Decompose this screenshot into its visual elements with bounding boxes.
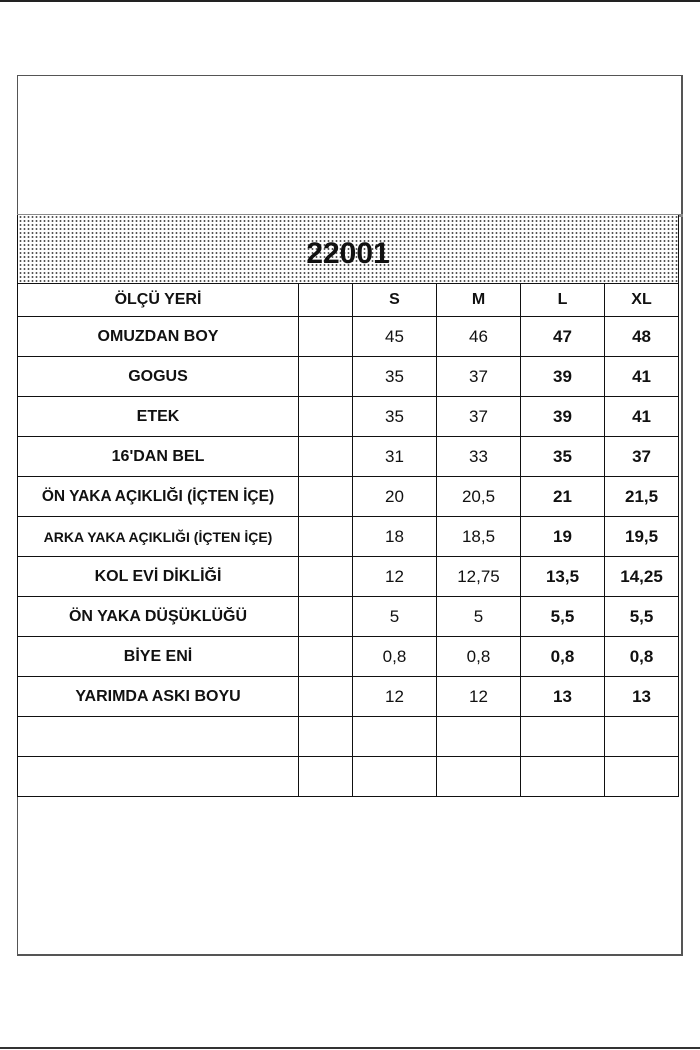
blank-cell — [299, 397, 353, 437]
header-row — [18, 284, 679, 317]
value-s: 20 — [353, 477, 437, 517]
value-s: 0,8 — [353, 637, 437, 677]
blank-cell — [299, 317, 353, 357]
size-chart-table — [17, 215, 679, 797]
table-row — [18, 637, 679, 677]
value-m: 33 — [437, 437, 521, 477]
value-m: 12,75 — [437, 557, 521, 597]
value-xl: 37 — [605, 437, 679, 477]
table-row — [18, 477, 679, 517]
value-m: 46 — [437, 317, 521, 357]
value-s: 35 — [353, 357, 437, 397]
empty-cell — [18, 757, 299, 797]
value-xl: 41 — [605, 357, 679, 397]
value-m: 0,8 — [437, 637, 521, 677]
header-blank — [299, 284, 353, 317]
value-l: 39 — [521, 357, 605, 397]
row-label: ARKA YAKA AÇIKLIĞI (İÇTEN İÇE) — [18, 517, 299, 557]
empty-cell — [353, 757, 437, 797]
empty-cell — [437, 717, 521, 757]
table-row — [18, 357, 679, 397]
value-l: 5,5 — [521, 597, 605, 637]
empty-row — [18, 717, 679, 757]
model-code: 22001 — [306, 237, 390, 270]
row-label: OMUZDAN BOY — [18, 317, 299, 357]
row-label: BİYE ENİ — [18, 637, 299, 677]
value-l: 39 — [521, 397, 605, 437]
value-l: 47 — [521, 317, 605, 357]
value-s: 45 — [353, 317, 437, 357]
value-l: 13 — [521, 677, 605, 717]
value-s: 12 — [353, 557, 437, 597]
header-size-l: L — [521, 284, 605, 317]
empty-row — [18, 757, 679, 797]
empty-cell — [299, 757, 353, 797]
table-row — [18, 317, 679, 357]
empty-cell — [521, 717, 605, 757]
empty-cell — [605, 717, 679, 757]
value-xl: 19,5 — [605, 517, 679, 557]
value-xl: 5,5 — [605, 597, 679, 637]
row-label: GOGUS — [18, 357, 299, 397]
empty-cell — [353, 717, 437, 757]
empty-cell — [18, 717, 299, 757]
blank-cell — [299, 557, 353, 597]
row-label: KOL EVİ DİKLİĞİ — [18, 557, 299, 597]
value-l: 19 — [521, 517, 605, 557]
top-rule — [0, 0, 700, 2]
row-label: ÖN YAKA DÜŞÜKLÜĞÜ — [18, 597, 299, 637]
value-s: 5 — [353, 597, 437, 637]
blank-cell — [299, 597, 353, 637]
value-m: 20,5 — [437, 477, 521, 517]
value-m: 37 — [437, 357, 521, 397]
blank-cell — [299, 357, 353, 397]
value-xl: 41 — [605, 397, 679, 437]
value-m: 5 — [437, 597, 521, 637]
header-size-xl: XL — [605, 284, 679, 317]
value-xl: 14,25 — [605, 557, 679, 597]
blank-cell — [299, 677, 353, 717]
empty-cell — [605, 757, 679, 797]
value-l: 35 — [521, 437, 605, 477]
model-code-cell — [18, 215, 679, 284]
value-xl: 48 — [605, 317, 679, 357]
value-l: 0,8 — [521, 637, 605, 677]
table-row — [18, 517, 679, 557]
value-s: 18 — [353, 517, 437, 557]
blank-cell — [299, 437, 353, 477]
header-size-s: S — [353, 284, 437, 317]
table-row — [18, 557, 679, 597]
header-size-m: M — [437, 284, 521, 317]
value-l: 13,5 — [521, 557, 605, 597]
empty-cell — [437, 757, 521, 797]
value-s: 31 — [353, 437, 437, 477]
empty-cell — [299, 717, 353, 757]
title-row — [18, 215, 679, 284]
row-label: ETEK — [18, 397, 299, 437]
row-label: ÖN YAKA AÇIKLIĞI (İÇTEN İÇE) — [18, 477, 299, 517]
value-m: 18,5 — [437, 517, 521, 557]
value-xl: 13 — [605, 677, 679, 717]
row-label: 16'DAN BEL — [18, 437, 299, 477]
table-row — [18, 397, 679, 437]
row-label: YARIMDA ASKI BOYU — [18, 677, 299, 717]
value-s: 12 — [353, 677, 437, 717]
blank-cell — [299, 477, 353, 517]
bottom-rule — [0, 1047, 700, 1049]
table-row — [18, 597, 679, 637]
header-measure: ÖLÇÜ YERİ — [18, 284, 299, 317]
value-l: 21 — [521, 477, 605, 517]
value-xl: 0,8 — [605, 637, 679, 677]
value-s: 35 — [353, 397, 437, 437]
empty-cell — [521, 757, 605, 797]
value-xl: 21,5 — [605, 477, 679, 517]
blank-cell — [299, 517, 353, 557]
size-chart-sheet — [17, 215, 678, 797]
table-row — [18, 437, 679, 477]
blank-cell — [299, 637, 353, 677]
value-m: 37 — [437, 397, 521, 437]
value-m: 12 — [437, 677, 521, 717]
table-row — [18, 677, 679, 717]
